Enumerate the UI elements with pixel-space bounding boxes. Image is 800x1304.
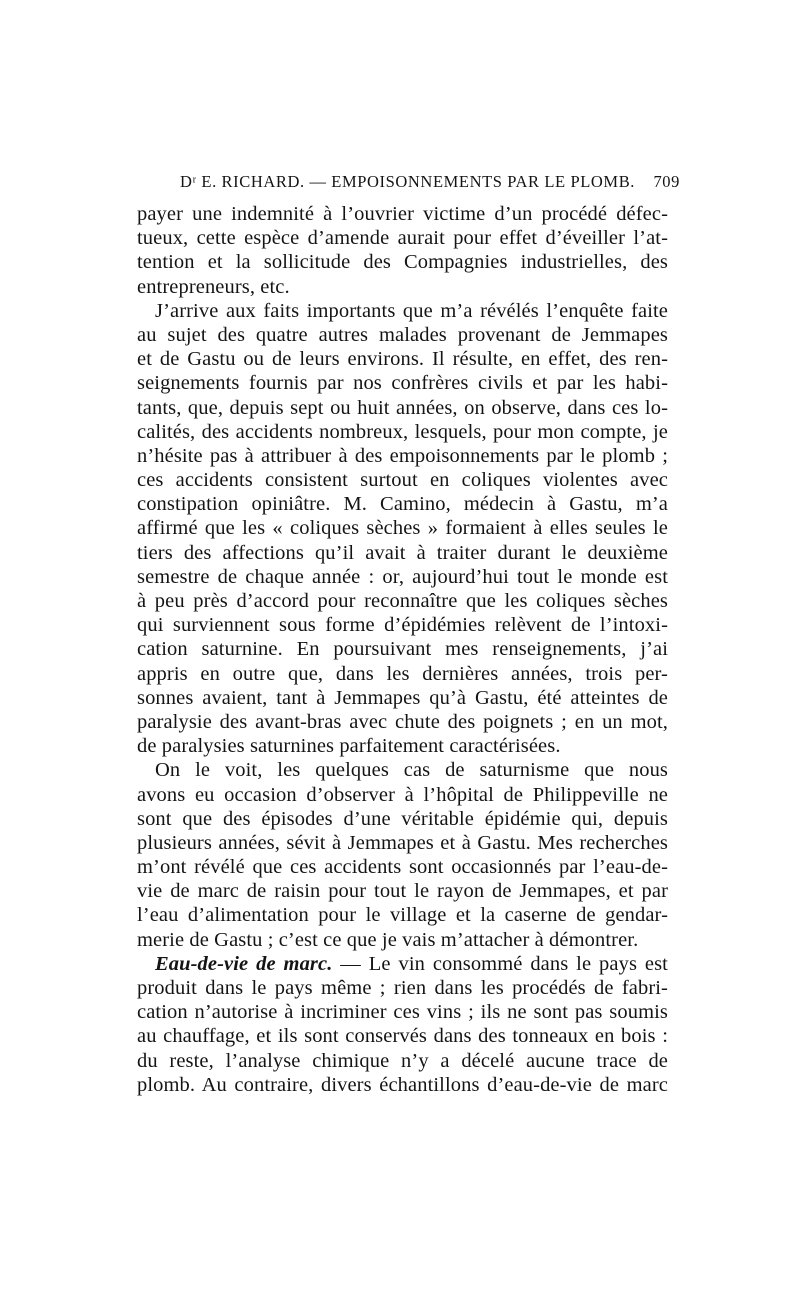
text-line: affirmé que les « coliques sèches » formaient à elles seules le (137, 517, 668, 540)
text-line: vie de marc de raisin pour tout le rayon de Jemmapes, et par (137, 880, 668, 903)
body-text (137, 202, 668, 1097)
text-line: entrepreneurs, etc. (137, 275, 290, 298)
text-line: m’ont révélé que ces accidents sont occasionnés par l’eau-de- (137, 856, 668, 879)
page-number: 709 (653, 172, 680, 191)
text-line: de paralysies saturnines parfaitement caractérisées. (137, 735, 561, 758)
text-line: constipation opiniâtre. M. Camino, médecin à Gastu, m’a (137, 493, 668, 516)
text-line: paralysie des avant-bras avec chute des poignets ; en un mot, (137, 710, 668, 733)
text-line: tention et la sollicitude des Compagnies industrielles, des (137, 251, 668, 274)
text-line: tueux, cette espèce d’amende aurait pour effet d’éveiller l’at- (137, 227, 668, 250)
section-line (137, 952, 668, 976)
text-line: seignements fournis par nos confrères civils et par les habi- (137, 372, 668, 395)
section-title: Eau-de-vie de marc. (155, 952, 333, 975)
text-line: calités, des accidents nombreux, lesquels, pour mon compte, je (137, 420, 668, 443)
running-header (180, 172, 680, 198)
text-line: cation saturnine. En poursuivant mes renseignements, j’ai (137, 638, 668, 661)
text-line: n’hésite pas à attribuer à des empoisonnements par le plomb ; (137, 444, 668, 467)
section-line-text: — Le vin consommé dans le pays est (340, 952, 668, 975)
text-line: sont que des épisodes d’une véritable épidémie qui, depuis (137, 807, 668, 830)
text-line: et de Gastu ou de leurs environs. Il résulte, en effet, des ren- (137, 348, 668, 371)
text-line: tants, que, depuis sept ou huit années, on observe, dans ces lo- (137, 396, 668, 419)
text-line: payer une indemnité à l’ouvrier victime d’un procédé défec- (137, 203, 668, 225)
text-line: ces accidents consistent surtout en coliques violentes avec (137, 469, 668, 492)
text-line: tiers des affections qu’il avait à traiter durant le deuxième (137, 541, 668, 564)
text-line: J’arrive aux faits importants que m’a révélés l’enquête faite (155, 299, 668, 322)
text-line: à peu près d’accord pour reconnaître que les coliques sèches (137, 590, 668, 612)
running-header-title: Dʳ E. RICHARD. — EMPOISONNEMENTS PAR LE PLOMB. (180, 172, 636, 191)
text-line: appris en outre que, dans les dernières années, trois per- (137, 662, 668, 685)
text-line: cation n’autorise à incriminer ces vins ; ils ne sont pas soumis (137, 1001, 668, 1024)
text-line: plomb. Au contraire, divers échantillons d’eau-de-vie de marc (137, 1073, 668, 1096)
text-line: au chauffage, et ils sont conservés dans des tonneaux en bois : (137, 1025, 668, 1048)
text-line: sonnes avaient, tant à Jemmapes qu’à Gastu, été atteintes de (137, 686, 668, 709)
text-line: plusieurs années, sévit à Jemmapes et à Gastu. Mes recherches (137, 831, 668, 854)
text-line: qui surviennent sous forme d’épidémies relèvent de l’intoxi- (137, 614, 668, 637)
text-line: semestre de chaque année : or, aujourd’hui tout le monde est (137, 565, 668, 588)
text-line: produit dans le pays même ; rien dans les procédés de fabri- (137, 977, 668, 999)
text-line: au sujet des quatre autres malades provenant de Jemmapes (137, 323, 668, 346)
text-line: On le voit, les quelques cas de saturnisme que nous (155, 759, 668, 782)
text-line: l’eau d’alimentation pour le village et la caserne de gendar- (137, 904, 668, 927)
text-line: avons eu occasion d’observer à l’hôpital de Philippeville ne (137, 783, 668, 806)
text-line: du reste, l’analyse chimique n’y a décelé aucune trace de (137, 1049, 668, 1072)
text-line: merie de Gastu ; c’est ce que je vais m’attacher à démontrer. (137, 928, 639, 951)
